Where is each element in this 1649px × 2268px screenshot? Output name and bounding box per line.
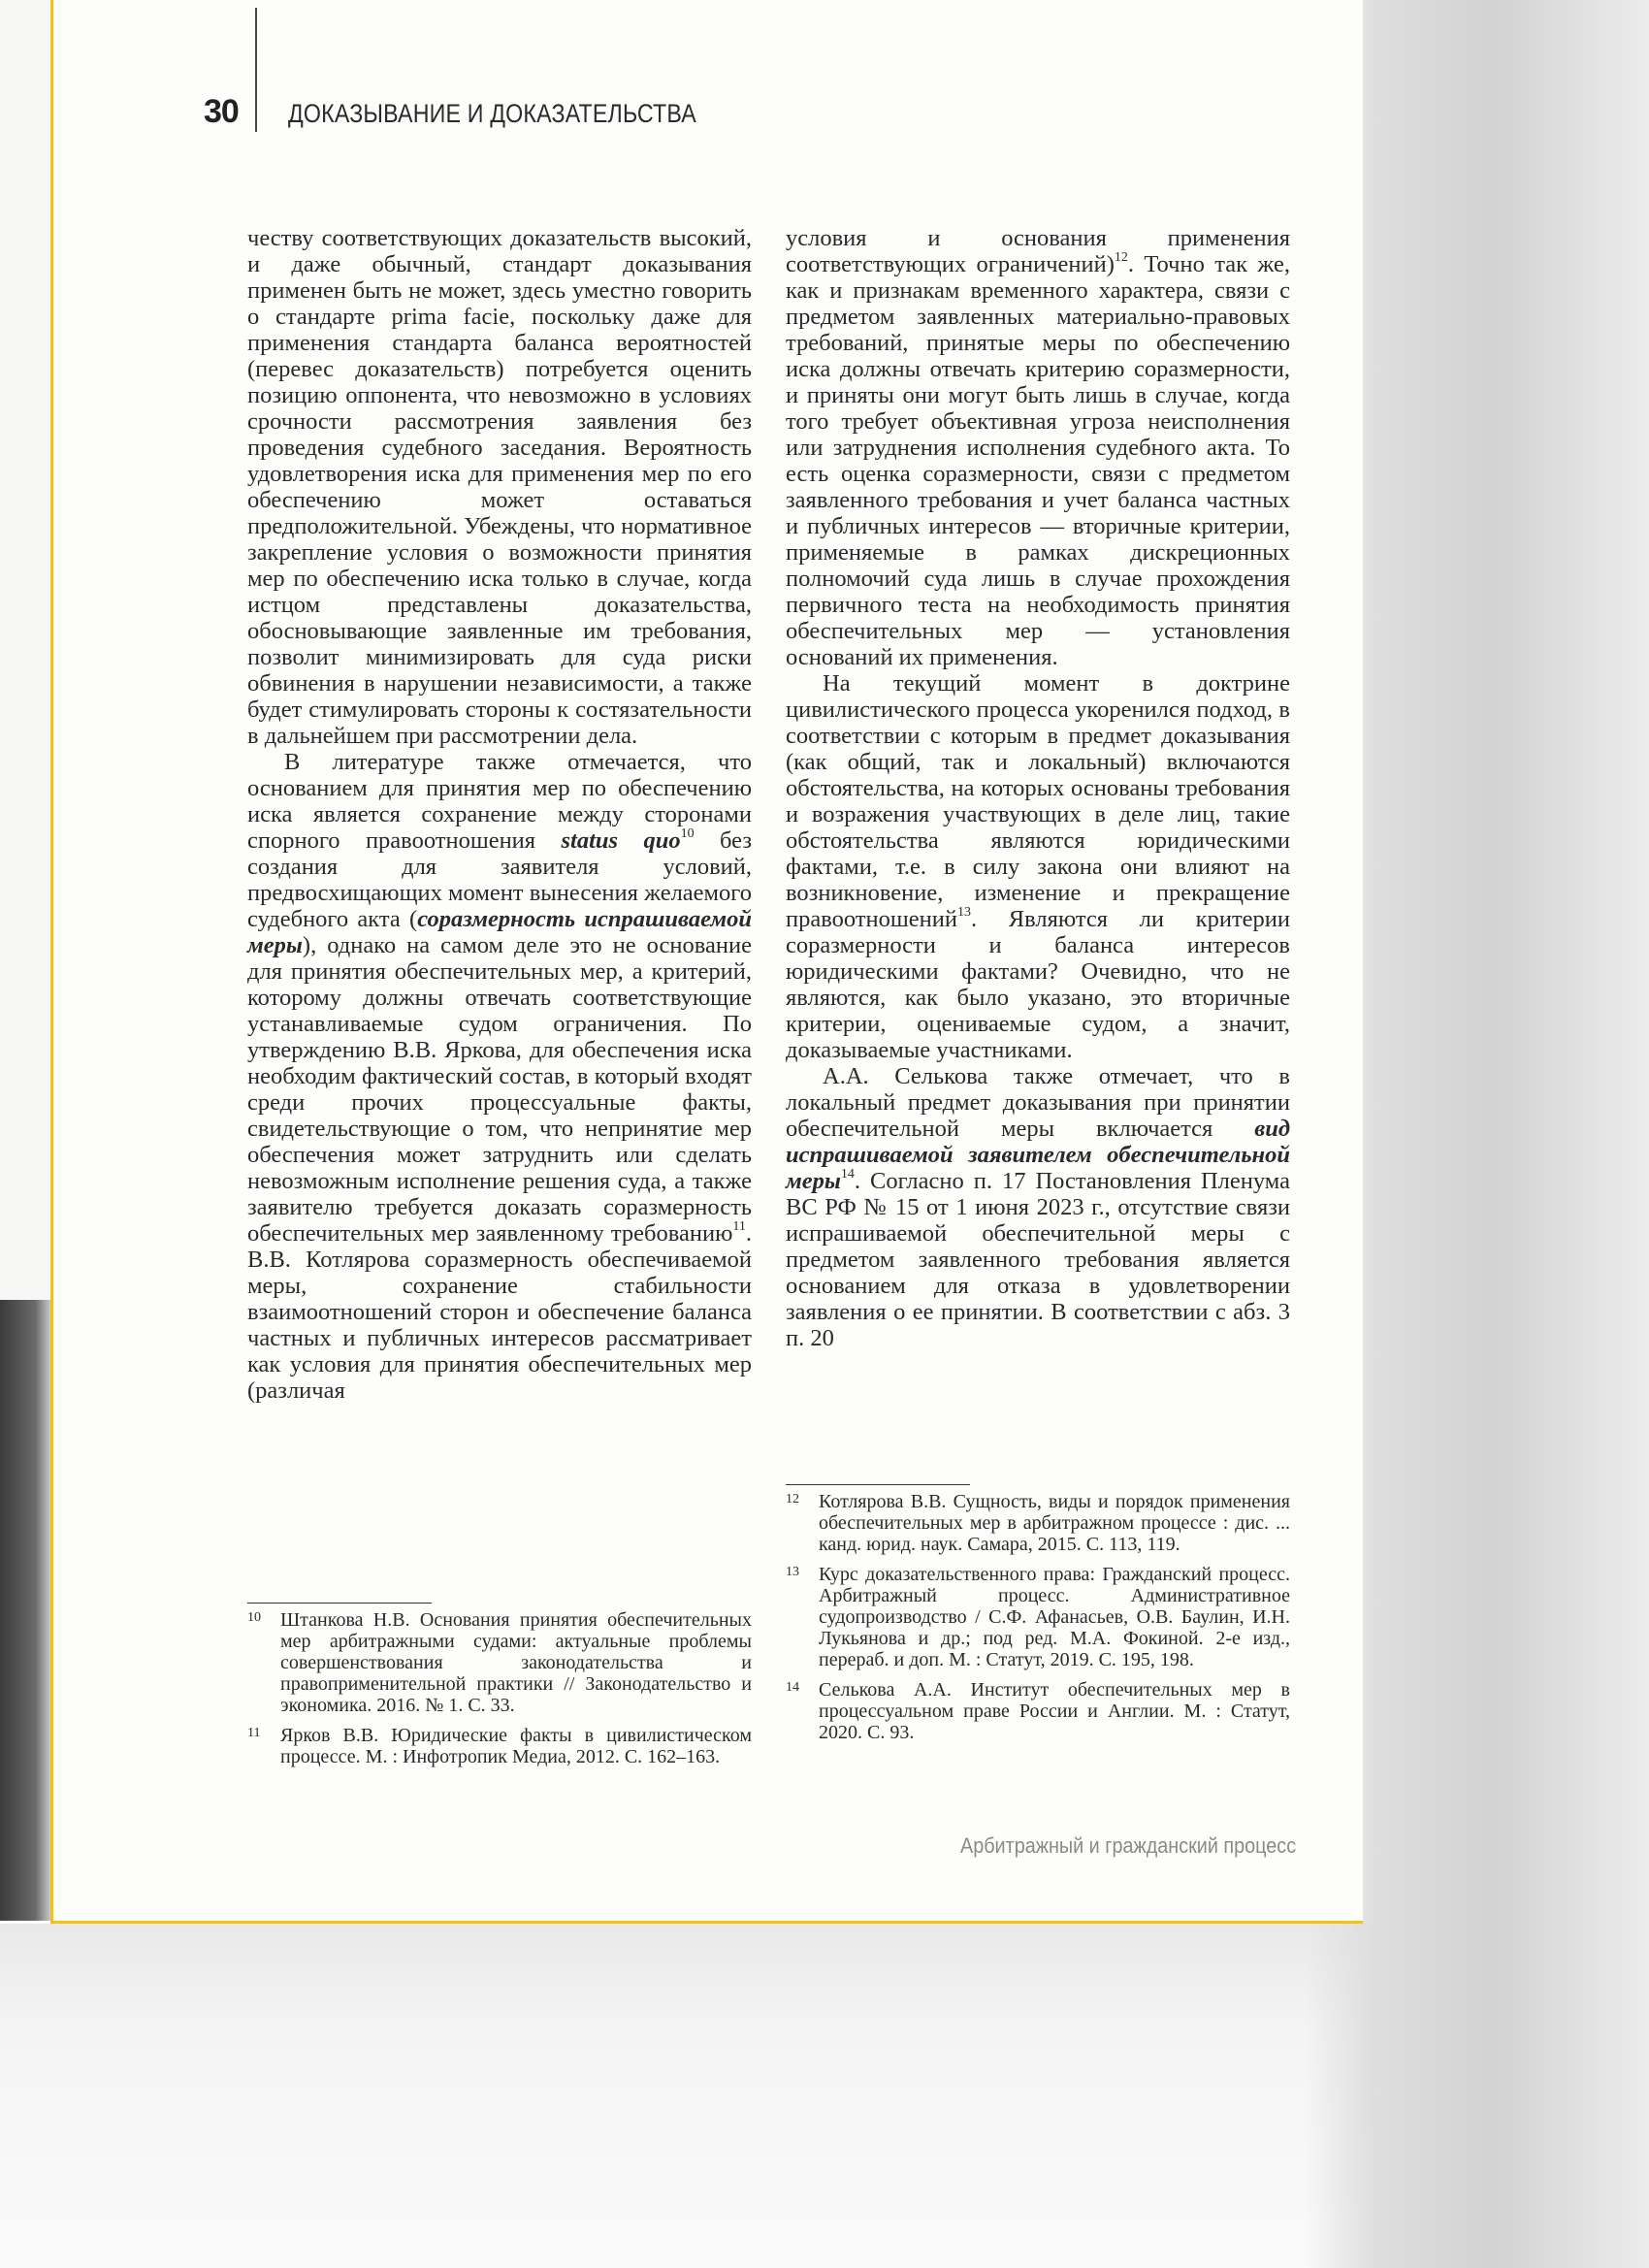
paragraph [786,670,1290,1063]
emphasis-text: соразмерность испрашиваемой меры [247,906,753,958]
footnote-text: Курс доказательственного права: Гражданский процесс. Арбитражный процесс. Административное судопроизводство / С.Ф. Афанасьев, О.В. Баулин, И.Н. Лукьянова и др.; под ред. М.А. Фокиной. 2-е изд., перераб. и доп. М. : Статут, 2019. С. 195, 198. [819,1564,1290,1670]
footnote-number: 13 [786,1565,799,1579]
text-run: . Точно так же, как и признакам временного характера, связи с предметом заявленных материально-правовых требований, принятые меры по обеспечению иска должны отвечать критерию соразмерности, и приняты они могут быть лишь в случае, когда того требует объективная угроза неисполнения или затруднения исполнения судебного акта. То есть оценка соразмерности, связи с предметом заявленного требования и учет баланса частных и публичных интересов — вторичные критерии, применяемые в рамках дискреционных полномочий суда лишь в случае прохождения первичного теста на необходимость принятия обеспечительных мер — установления оснований их применения. [786,251,1290,670]
text-run: без создания для заявителя условий, предвосхищающих момент вынесения желаемого судебного акта ( [247,827,753,932]
footnote-text: Штанкова Н.В. Основания принятия обеспечительных мер арбитражными судами: актуальные проблемы совершенствования законодательства и правоприменительной практики // Законодательство и экономика. 2016. № 1. С. 33. [280,1609,752,1716]
footnote-ref[interactable]: 14 [840,1167,855,1182]
footnote-ref[interactable]: 10 [680,826,695,841]
text-run: А.А. Селькова также отмечает, что в локальный предмет доказывания при принятии обеспечительной меры включается [786,1063,1290,1142]
footnotes-right [786,1484,1290,1752]
footnote [786,1564,1290,1670]
text-run: На текущий момент в доктрине цивилистического процесса укоренился подход, в соответствии с которым в предмет доказывания (как общий, так и локальный) включаются обстоятельства, на которых основаны требования и возражения участвующих в деле лиц, такие обстоятельства являются юридическими фактами, т.е. в силу закона они влияют на возникновение, изменение и прекращение правоотношений [786,670,1290,932]
footnote-text: Котлярова В.В. Сущность, виды и порядок применения обеспечительных мер в арбитражном процессе : дис. ... канд. юрид. наук. Самара, 2015. С. 113, 119. [819,1491,1290,1555]
footnote-ref[interactable]: 11 [732,1219,746,1234]
text-column-right [786,225,1290,1351]
running-footer: Арбитражный и гражданский процесс [960,1833,1297,1858]
footnote-number: 14 [786,1680,799,1695]
scan-margin-left [0,0,50,1300]
emphasis-text: status quo [561,827,681,854]
footnote-number: 11 [247,1726,261,1740]
paragraph: честву соответствующих доказательств высокий, и даже обычный, стандарт доказывания применен быть не может, здесь уместно говорить о стандарте prima facie, поскольку даже для применения стандарта баланса вероятностей (перевес доказательств) потребуется оценить позицию оппонента, что невозможно в условиях срочности рассмотрения заявления без проведения судебного заседания. Вероятность удовлетворения иска для применения мер по его обеспечению может оставаться предположительной. Убеждены, что нормативное закрепление условия о возможности принятия мер по обеспечению иска только в случае, когда истцом представлены доказательства, обосновывающие заявленные им требования, позволит минимизировать для суда риски обвинения в нарушении независимости, а также будет стимулировать стороны к состязательности в дальнейшем при рассмотрении дела. [247,225,752,749]
footnote-divider [247,1603,432,1604]
footnote [247,1609,752,1716]
footnote-number: 10 [247,1610,261,1625]
page-number: 30 [204,93,239,130]
text-run: . В.В. Котлярова соразмерность обеспечиваемой меры, сохранение стабильности взаимоотношений сторон и обеспечение баланса частных и публичных интересов рассматривает как условия для принятия обеспечительных мер (различая [247,1220,752,1404]
footnote [786,1679,1290,1743]
text-column-left [247,225,752,1404]
paragraph [247,749,752,1404]
scan-shadow-left [0,1300,50,1921]
footnote [247,1725,752,1767]
footnotes-left [247,1603,752,1776]
text-run: В литературе также отмечается, что основанием для принятия мер по обеспечению иска является сохранение между сторонами спорного правоотношения [247,749,752,854]
text-run: условия и основания применения соответствующих ограничений) [786,225,1290,277]
text-run: . Являются ли критерии соразмерности и баланса интересов юридическими фактами? Очевидно, что не являются, как было указано, это вторичные критерии, оцениваемые судом, а значит, доказываемые участниками. [786,906,1290,1063]
running-head: ДОКАЗЫВАНИЕ И ДОКАЗАТЕЛЬСТВА [288,99,696,128]
emphasis-text: вид испрашиваемой заявителем обеспечительной меры [786,1116,1290,1194]
text-run: . Согласно п. 17 Постановления Пленума ВС РФ № 15 от 1 июня 2023 г., отсутствие связи испрашиваемой обеспечительной меры с предметом заявленного требования является основанием для отказа в удовлетворении заявления о ее принятии. В соответствии с абз. 3 п. 20 [786,1168,1290,1351]
footnote-divider [786,1484,970,1485]
paragraph [786,1063,1290,1351]
text-run: ), однако на самом деле это не основание для принятия обеспечительных мер, а критерий, которому должны отвечать соответствующие устанавливаемые судом ограничения. По утверждению В.В. Яркова, для обеспечения иска необходим фактический состав, в который входят среди прочих процессуальные факты, свидетельствующие о том, что непринятие мер обеспечения может затруднить или сделать невозможным исполнение решения суда, а также заявителю требуется доказать соразмерность обеспечительных мер заявленному требованию [247,932,752,1247]
paragraph [786,225,1290,670]
footnote-text: Селькова А.А. Институт обеспечительных мер в процессуальном праве России и Англии. М. : Статут, 2020. С. 93. [819,1679,1290,1743]
header-vertical-rule [255,8,257,132]
footnote-text: Ярков В.В. Юридические факты в цивилистическом процессе. М. : Инфотропик Медиа, 2012. С. 162–163. [280,1725,752,1767]
footnote [786,1491,1290,1555]
footnote-number: 12 [786,1492,799,1507]
footnote-ref[interactable]: 12 [1114,250,1128,265]
footnote-ref[interactable]: 13 [956,905,971,920]
